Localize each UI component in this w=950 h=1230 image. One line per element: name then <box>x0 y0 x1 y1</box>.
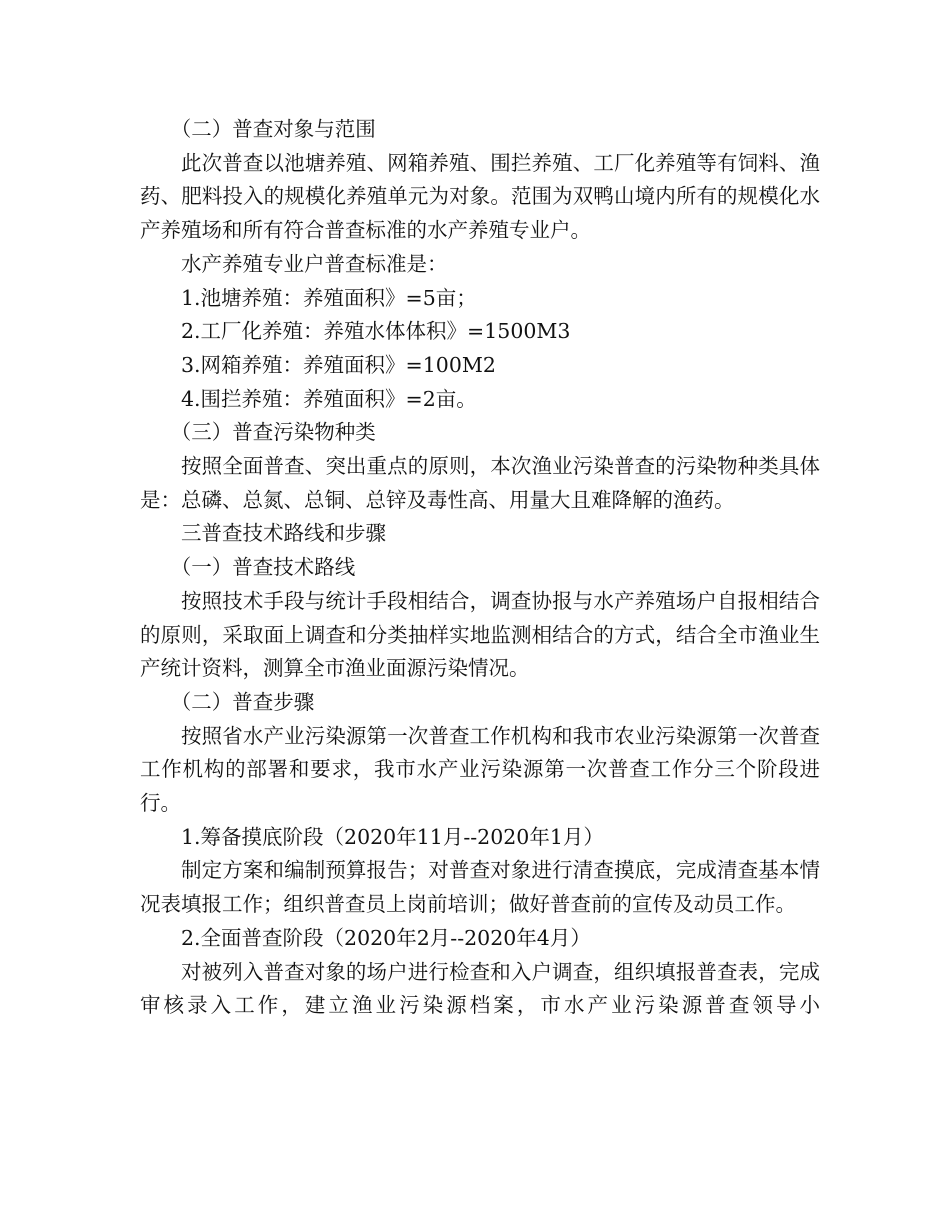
section-heading-technical-route: （一）普查技术路线 <box>170 555 356 580</box>
list-item-full-survey-stage: 2.全面普查阶段（2020年2月--2020年4月） <box>181 925 591 950</box>
list-item-preparation-stage: 1.筹备摸底阶段（2020年11月--2020年1月） <box>181 824 604 849</box>
section-heading-pollutant-types: （三）普查污染物种类 <box>170 420 376 445</box>
section-heading-technical-route-steps: 三普查技术路线和步骤 <box>181 521 386 546</box>
paragraph-technical-route: 按照技术手段与统计手段相结合，调查协报与水产养殖场户自报相结合的原则，采取面上调查和分类抽样实地监测相结合的方式，结合全市渔业生产统计资料，测算全市渔业面源污染情况。 <box>140 588 820 681</box>
section-heading-survey-scope: （二）普查对象与范围 <box>170 117 376 141</box>
paragraph-preparation-stage: 制定方案和编制预算报告；对普查对象进行清查摸底，完成清查基本情况表填报工作；组织普查员上岗前培训；做好普查前的宣传及动员工作。 <box>140 858 820 917</box>
section-heading-survey-steps: （二）普查步骤 <box>170 689 315 714</box>
document-body <box>140 113 820 1023</box>
paragraph-survey-steps: 按照省水产业污染源第一次普查工作机构和我市农业污染源第一次普查工作机构的部署和要求，我市水产业污染源第一次普查工作分三个阶段进行。 <box>140 723 820 816</box>
list-item-enclosure-standard: 4.围拦养殖：养殖面积》=2亩。 <box>181 386 477 411</box>
list-item-factory-standard: 2.工厂化养殖：养殖水体体积》=1500M3 <box>181 319 571 344</box>
paragraph-standard-intro: 水产养殖专业户普查标准是： <box>181 251 448 276</box>
paragraph-survey-objects: 此次普查以池塘养殖、网箱养殖、围拦养殖、工厂化养殖等有饲料、渔药、肥料投入的规模化养殖单元为对象。范围为双鸭山境内所有的规模化水产养殖场和所有符合普查标准的水产养殖专业户。 <box>140 150 820 243</box>
paragraph-full-survey-stage: 对被列入普查对象的场户进行检查和入户调查，组织填报普查表，完成审核录入工作，建立渔业污染源档案，市水产业污染源普查领导小 <box>140 959 820 1018</box>
list-item-cage-standard: 3.网箱养殖：养殖面积》=100M2 <box>181 352 496 377</box>
list-item-pond-standard: 1.池塘养殖：养殖面积》=5亩； <box>181 285 477 310</box>
paragraph-pollutant-types: 按照全面普查、突出重点的原则，本次渔业污染普查的污染物种类具体是：总磷、总氮、总铜、总锌及毒性高、用量大且难降解的渔药。 <box>140 454 820 512</box>
